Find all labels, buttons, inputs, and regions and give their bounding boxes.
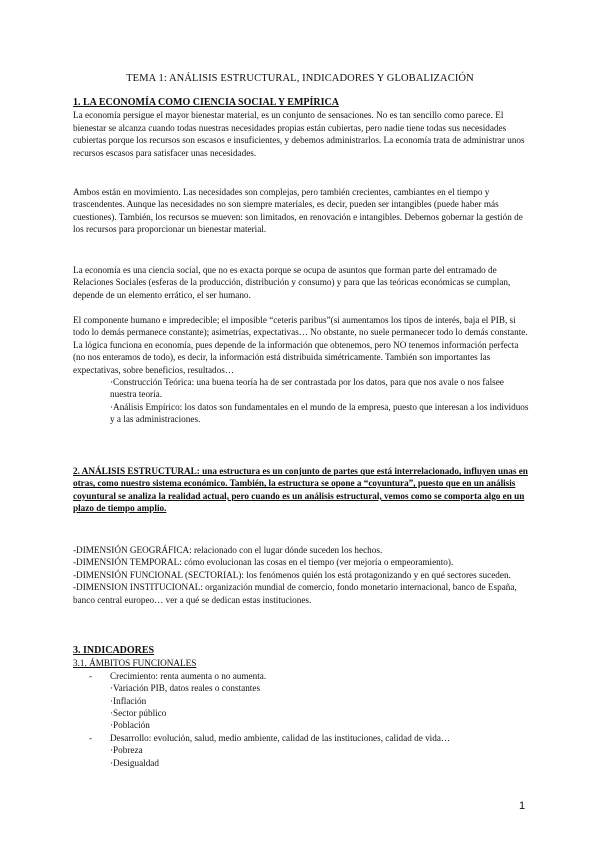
- list-item: ·Variación PIB, datos reales o constantes: [110, 683, 261, 694]
- list-item: ·Sector público: [110, 708, 167, 719]
- dimension-temporal: -DIMENSIÓN TEMPORAL: cómo evolucionan las cosas en el tiempo (ver mejoría o empeoramiento).: [73, 557, 454, 568]
- page-number: 1: [519, 800, 526, 812]
- section-3-heading: 3. INDICADORES: [73, 645, 155, 656]
- dimension-geographic: -DIMENSIÓN GEOGRÁFICA: relacionado con el lugar dónde suceden los hechos.: [73, 545, 383, 555]
- list-item: ·Población: [110, 720, 150, 731]
- list-item: ·Construcción Teórica: una buena teoría ha de ser contrastada por los datos, para que nos avale o nos falsee nuestra teoría.: [110, 377, 504, 400]
- paragraph: Ambos están en movimiento. Las necesidades son complejas, pero también crecientes, cambiantes en el tiempo y trascendentes. Aunque las necesidades no son siempre materiales, es decir, pueden ser intangibles (puede haber más cuestiones). También, los recursos se mueven: son limitados, en renovación e intangibles. Debemos gobernar la gestión de los recursos para proporcionar un bienestar material.: [73, 187, 523, 235]
- list-item: ·Inflación: [110, 695, 147, 706]
- list-item: ·Desigualdad: [110, 757, 159, 768]
- document-title: TEMA 1: ANÁLISIS ESTRUCTURAL, INDICADORES Y GLOBALIZACIÓN: [126, 73, 474, 84]
- section-1-paragraph-3: [73, 264, 529, 301]
- section-1: [73, 97, 529, 159]
- section-2-dimensions: [73, 544, 529, 606]
- section-3: [73, 645, 529, 769]
- section-1-heading: 1. LA ECONOMÍA COMO CIENCIA SOCIAL Y EMPÍRICA: [73, 97, 339, 108]
- section-2-heading: 2. ANÁLISIS ESTRUCTURAL: una estructura es un conjunto de partes que está interrelacionado, influyen unas en otras, como nuestro sistema económico. También, la estructura se opone a “coyuntura”, puesto que en un análisis coyuntural se analiza la realidad actual, pero cuando es un análisis estructural, vemos como se comporta algo en un plazo de tiempo amplio.: [73, 466, 528, 514]
- dimension-institutional: -DIMENSION INSTITUCIONAL: organización mundial de comercio, fondo monetario internacional, banco de España, banco central europeo… ver a qué se dedican estas instituciones.: [73, 582, 517, 605]
- paragraph: La economía persigue el mayor bienestar material, es un conjunto de sensaciones. No es tan sencillo como parece. El bienestar se alcanza cuando todas nuestras necesidades propias están cubiertas, pero nadie tiene todas sus necesidades cubiertas porque los recursos son escasos e insuficientes, y debemos administrarlos. La economía trata de administrar unos recursos escasos para satisfacer unas necesidades.: [73, 110, 525, 158]
- paragraph: El componente humano e impredecible; el imposible “ceteris paribus”(si aumentamos los tipos de interés, baja el PIB, si todo lo demás permanece constante); asimetrías, expectativas… No obstante, no suele permanecer todo lo demás constante. La lógica funciona en economía, pues depende de la información que obtenemos, pero NO tenemos información perfecta (no nos enteramos de todo), es decir, la información está distribuida simétricamente. También son importantes las expectativas, sobre beneficios, resultados…: [73, 315, 528, 375]
- section-3-subheading: 3.1. ÁMBITOS FUNCIONALES: [73, 658, 197, 669]
- section-2: [73, 465, 529, 515]
- bullet-growth: - Crecimiento: renta aumenta o no aumenta.: [73, 670, 529, 682]
- dimension-functional: -DIMENSIÓN FUNCIONAL (SECTORIAL): los fenómenos quién los está protagonizando y en qué sectores suceden.: [73, 569, 511, 580]
- bullet-development: - Desarrollo: evolución, salud, medio ambiente, calidad de las instituciones, calidad de vida…: [73, 732, 529, 744]
- section-1-paragraph-2: [73, 186, 529, 236]
- list-item: ·Pobreza: [110, 745, 143, 756]
- section-1-paragraph-4: [73, 314, 529, 426]
- paragraph: La economía es una ciencia social, que no es exacta porque se ocupa de asuntos que forman parte del entramado de Relaciones Sociales (esferas de la producción, distribución y consumo) y para que las teóricas económicas se cumplan, depende de un elemento errático, el ser humano.: [73, 265, 511, 300]
- list-item: ·Análisis Empírico: los datos son fundamentales en el mundo de la empresa, puesto que interesan a los individuos y a las administraciones.: [110, 401, 529, 425]
